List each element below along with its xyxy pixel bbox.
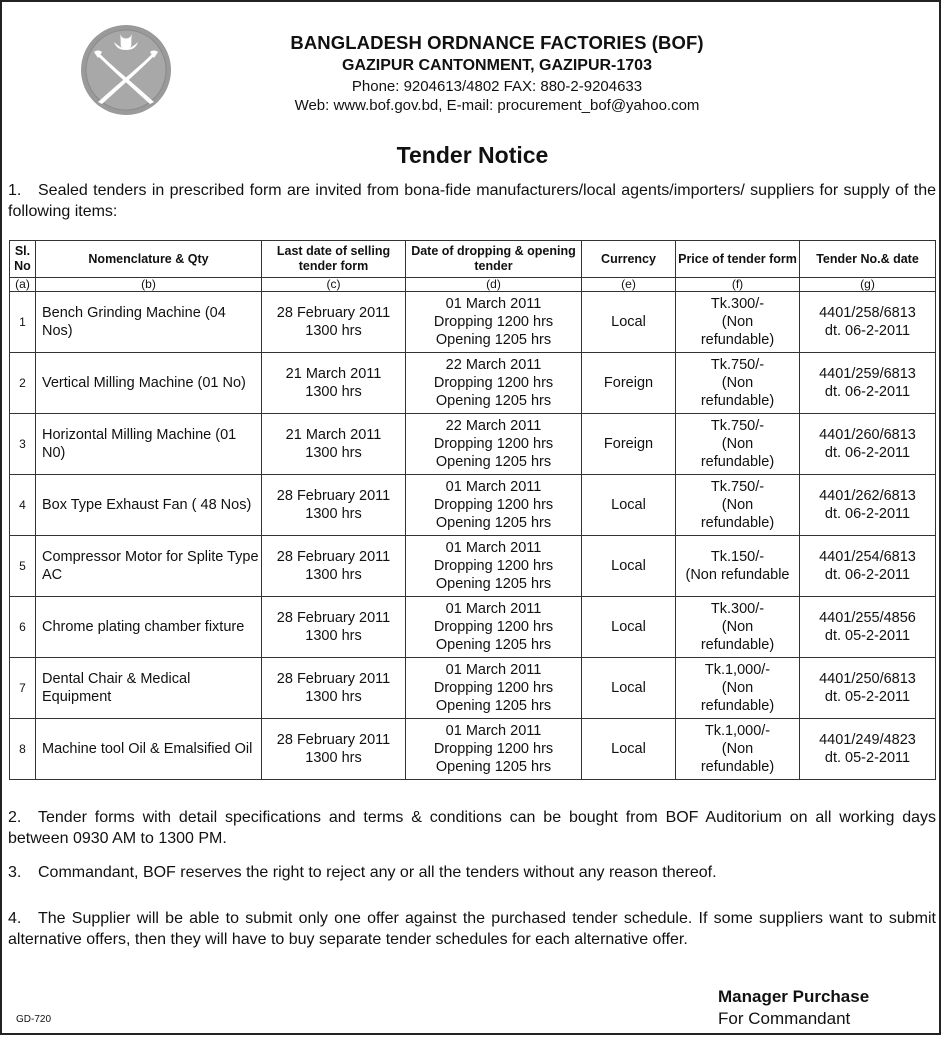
- tender-number-date: 4401/249/4823 dt. 05-2-2011: [800, 719, 936, 780]
- signatory-title: Manager Purchase: [718, 987, 870, 1006]
- column-letter: (e): [582, 278, 676, 292]
- column-header: Nomenclature & Qty: [36, 241, 262, 278]
- intro-text: Sealed tenders in prescribed form are invited from bona-fide manufacturers/local agents/importers/ suppliers for supply of the following items:: [8, 182, 936, 220]
- item-nomenclature: Compressor Motor for Splite Type AC: [36, 536, 262, 597]
- tender-number-date: 4401/260/6813 dt. 06-2-2011: [800, 414, 936, 475]
- last-selling-date: 28 February 2011 1300 hrs: [262, 292, 406, 353]
- last-selling-date: 28 February 2011 1300 hrs: [262, 597, 406, 658]
- dropping-opening-date: 01 March 2011 Dropping 1200 hrs Opening 1205 hrs: [406, 719, 582, 780]
- currency: Local: [582, 536, 676, 597]
- tender-number-date: 4401/262/6813 dt. 06-2-2011: [800, 475, 936, 536]
- item-nomenclature: Box Type Exhaust Fan ( 48 Nos): [36, 475, 262, 536]
- currency: Local: [582, 719, 676, 780]
- tender-number-date: 4401/254/6813 dt. 06-2-2011: [800, 536, 936, 597]
- paragraph-text: The Supplier will be able to submit only one offer against the purchased tender schedule. If some suppliers want to submit alternative offers, then they will have to buy separate tender schedules for each alternative offer.: [8, 910, 936, 948]
- table-row: [10, 292, 936, 353]
- serial-number: 2: [10, 353, 36, 414]
- tender-form-price: Tk.1,000/- (Non refundable): [676, 719, 800, 780]
- last-selling-date: 28 February 2011 1300 hrs: [262, 536, 406, 597]
- signature-block: [718, 986, 869, 1030]
- organization-web-email: Web: www.bof.gov.bd, E-mail: procurement_bof@yahoo.com: [294, 97, 700, 114]
- last-selling-date: 28 February 2011 1300 hrs: [262, 719, 406, 780]
- organization-contact: Phone: 9204613/4802 FAX: 880-2-9204633: [351, 78, 643, 95]
- column-letter: (a): [10, 278, 36, 292]
- currency: Local: [582, 292, 676, 353]
- document-code: GD-720: [16, 1014, 52, 1025]
- serial-number: 6: [10, 597, 36, 658]
- tender-number-date: 4401/258/6813 dt. 06-2-2011: [800, 292, 936, 353]
- tender-form-price: Tk.750/- (Non refundable): [676, 414, 800, 475]
- dropping-opening-date: 01 March 2011 Dropping 1200 hrs Opening 1205 hrs: [406, 292, 582, 353]
- last-selling-date: 28 February 2011 1300 hrs: [262, 658, 406, 719]
- notice-title: Tender Notice: [396, 142, 549, 168]
- tender-number-date: 4401/250/6813 dt. 05-2-2011: [800, 658, 936, 719]
- tender-form-price: Tk.1,000/- (Non refundable): [676, 658, 800, 719]
- table-header-row: [10, 241, 936, 278]
- currency: Local: [582, 475, 676, 536]
- table-row: [10, 414, 936, 475]
- last-selling-date: 21 March 2011 1300 hrs: [262, 353, 406, 414]
- tender-form-price: Tk.300/- (Non refundable): [676, 292, 800, 353]
- table-row: [10, 353, 936, 414]
- column-letter-row: [10, 278, 936, 292]
- paragraph-3: [8, 862, 936, 883]
- column-letter: (b): [36, 278, 262, 292]
- tender-form-price: Tk.750/- (Non refundable): [676, 353, 800, 414]
- column-letter: (c): [262, 278, 406, 292]
- table-row: [10, 719, 936, 780]
- column-header: Sl. No: [10, 241, 36, 278]
- item-nomenclature: Vertical Milling Machine (01 No): [36, 353, 262, 414]
- table-row: [10, 597, 936, 658]
- serial-number: 1: [10, 292, 36, 353]
- organization-address: GAZIPUR CANTONMENT, GAZIPUR-1703: [342, 57, 652, 74]
- tender-table: [9, 240, 936, 780]
- tender-number-date: 4401/255/4856 dt. 05-2-2011: [800, 597, 936, 658]
- column-header: Last date of selling tender form: [262, 241, 406, 278]
- item-nomenclature: Machine tool Oil & Emalsified Oil: [36, 719, 262, 780]
- bof-emblem-logo: [80, 24, 172, 116]
- dropping-opening-date: 01 March 2011 Dropping 1200 hrs Opening 1205 hrs: [406, 597, 582, 658]
- intro-paragraph: [8, 180, 936, 222]
- column-header: Currency: [582, 241, 676, 278]
- item-nomenclature: Chrome plating chamber fixture: [36, 597, 262, 658]
- table-row: [10, 475, 936, 536]
- dropping-opening-date: 22 March 2011 Dropping 1200 hrs Opening 1205 hrs: [406, 353, 582, 414]
- last-selling-date: 21 March 2011 1300 hrs: [262, 414, 406, 475]
- currency: Local: [582, 597, 676, 658]
- paragraph-text: Tender forms with detail specifications and terms & conditions can be bought from BOF Auditorium on all working days between 0930 AM to 1300 PM.: [8, 809, 936, 847]
- paragraph-4: [8, 908, 936, 950]
- item-nomenclature: Horizontal Milling Machine (01 N0): [36, 414, 262, 475]
- dropping-opening-date: 01 March 2011 Dropping 1200 hrs Opening 1205 hrs: [406, 475, 582, 536]
- dropping-opening-date: 01 March 2011 Dropping 1200 hrs Opening 1205 hrs: [406, 536, 582, 597]
- table-row: [10, 658, 936, 719]
- paragraph-text: Commandant, BOF reserves the right to reject any or all the tenders without any reason thereof.: [38, 864, 717, 881]
- paragraph-number: 2.: [8, 809, 22, 826]
- paragraph-2: [8, 807, 936, 849]
- last-selling-date: 28 February 2011 1300 hrs: [262, 475, 406, 536]
- serial-number: 7: [10, 658, 36, 719]
- organization-name: BANGLADESH ORDNANCE FACTORIES (BOF): [290, 32, 704, 53]
- item-nomenclature: Bench Grinding Machine (04 Nos): [36, 292, 262, 353]
- tender-number-date: 4401/259/6813 dt. 06-2-2011: [800, 353, 936, 414]
- paragraph-number: 4.: [8, 910, 22, 927]
- signatory-subtitle: For Commandant: [718, 1009, 851, 1028]
- tender-form-price: Tk.300/- (Non refundable): [676, 597, 800, 658]
- tender-form-price: Tk.150/- (Non refundable: [676, 536, 800, 597]
- header: [232, 32, 762, 114]
- column-header: Date of dropping & opening tender: [406, 241, 582, 278]
- tender-form-price: Tk.750/- (Non refundable): [676, 475, 800, 536]
- serial-number: 5: [10, 536, 36, 597]
- column-letter: (g): [800, 278, 936, 292]
- paragraph-number: 1.: [8, 182, 22, 199]
- item-nomenclature: Dental Chair & Medical Equipment: [36, 658, 262, 719]
- serial-number: 4: [10, 475, 36, 536]
- table-row: [10, 536, 936, 597]
- serial-number: 8: [10, 719, 36, 780]
- dropping-opening-date: 01 March 2011 Dropping 1200 hrs Opening 1205 hrs: [406, 658, 582, 719]
- dropping-opening-date: 22 March 2011 Dropping 1200 hrs Opening 1205 hrs: [406, 414, 582, 475]
- currency: Foreign: [582, 353, 676, 414]
- paragraph-number: 3.: [8, 864, 22, 881]
- serial-number: 3: [10, 414, 36, 475]
- column-header: Price of tender form: [676, 241, 800, 278]
- column-header: Tender No.& date: [800, 241, 936, 278]
- currency: Local: [582, 658, 676, 719]
- column-letter: (d): [406, 278, 582, 292]
- currency: Foreign: [582, 414, 676, 475]
- column-letter: (f): [676, 278, 800, 292]
